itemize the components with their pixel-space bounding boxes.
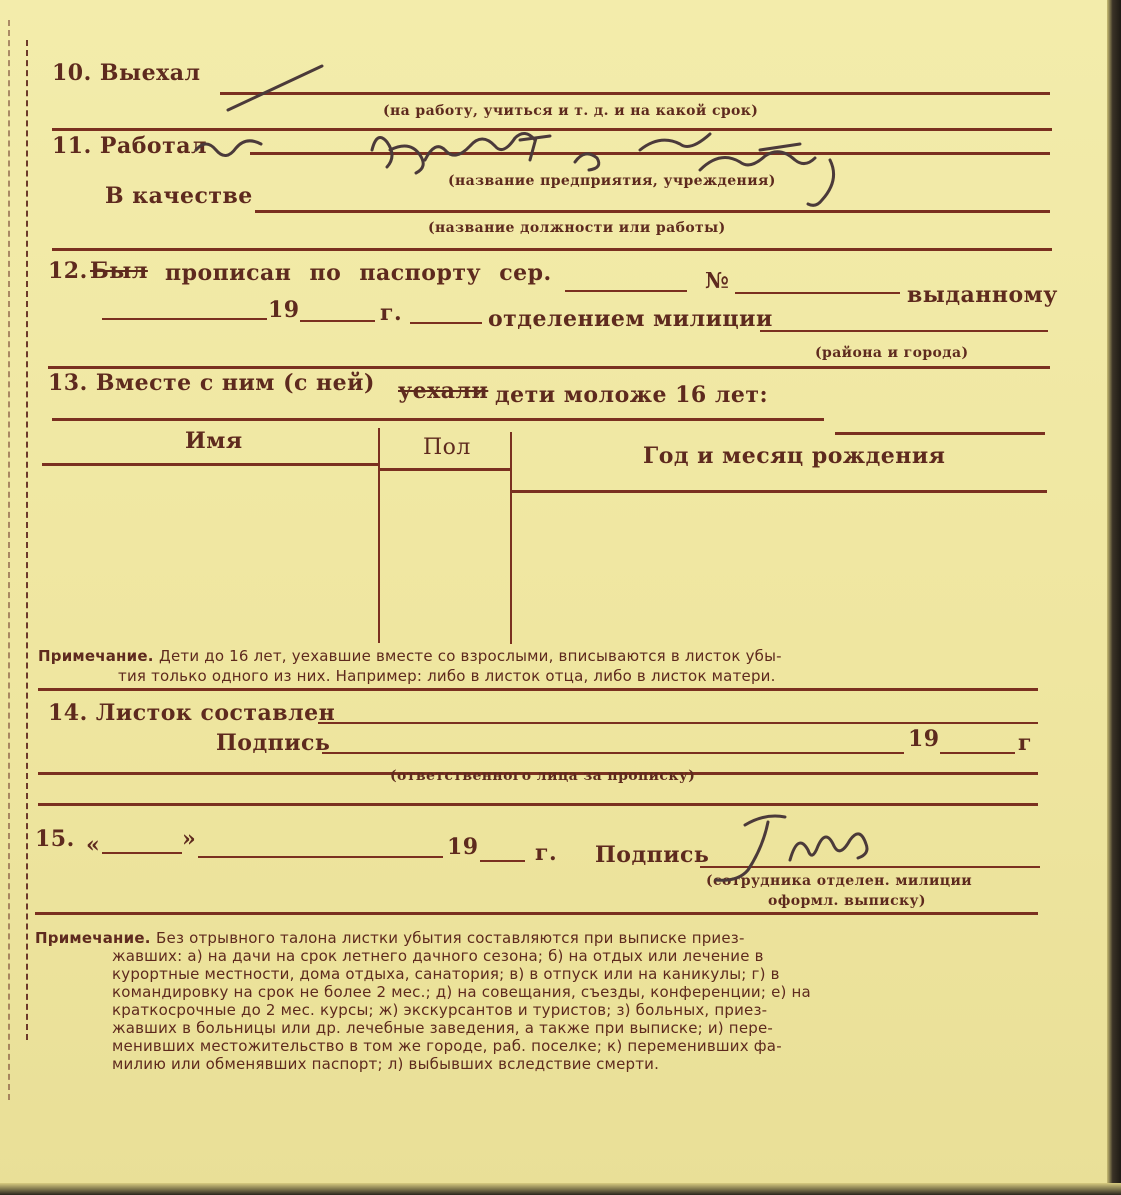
item15-sig: Подпись — [595, 842, 710, 868]
item12-num: 12. — [48, 258, 88, 284]
item14-sig: Подпись — [216, 730, 331, 756]
item14-g: г — [1018, 730, 1032, 756]
item14-caption: (ответственного лица за прописку) — [390, 768, 696, 784]
note1-line2: тия только одного из них. Например: либо в листок отца, либо в листок матери. — [118, 667, 776, 685]
photo-edge-bottom — [0, 1183, 1121, 1195]
item11-label: 11. Работал — [52, 133, 207, 159]
item12-caption: (района и города) — [815, 345, 969, 361]
item15-quote-close: » — [182, 826, 197, 852]
item15-caption2: оформл. выписку) — [768, 893, 926, 909]
note2-line5: краткосрочные до 2 мес. курсы; ж) экскурсантов и туристов; з) больных, приез- — [112, 1001, 768, 1019]
item15-label: 15. — [35, 826, 75, 852]
item12-no: № — [705, 268, 730, 294]
note1-title: Примечание. — [38, 647, 154, 665]
item12-g: г. — [380, 300, 403, 326]
note2-text1: Без отрывного талона листки убытия составляются при выписке приез- — [156, 929, 745, 947]
item13-suffix: дети моложе 16 лет: — [495, 382, 769, 408]
item10-label: 10. Выехал — [52, 60, 201, 86]
item12-text: прописан по паспорту сер. — [165, 260, 552, 286]
note2-line2: жавших: а) на дачи на срок летнего дачного сезона; б) на отдых или лечение в — [112, 947, 764, 965]
item11-caption2: (название должности или работы) — [428, 220, 726, 236]
item15-yr: 19 — [447, 834, 479, 860]
item12-was: Был — [90, 258, 148, 284]
item14-label: 14. Листок составлен — [48, 700, 336, 726]
item14-yr: 19 — [908, 726, 940, 752]
note2-line8: милию или обменявших паспорт; л) выбывших вследствие смерти. — [112, 1055, 660, 1073]
item12-yr: 19 — [268, 297, 300, 323]
photo-edge-right — [1107, 0, 1121, 1195]
note2-line7: менивших местожительство в том же городе, раб. поселке; к) переменивших фа- — [112, 1037, 782, 1055]
item11-caption1: (название предприятия, учреждения) — [448, 173, 776, 189]
item15-signature — [716, 816, 867, 880]
note2-line4: командировку на срок не более 2 мес.; д) на совещания, съезды, конференции; е) на — [112, 983, 811, 1001]
item13-prefix: 13. Вместе с ним (с ней) — [48, 370, 375, 396]
col-birth: Год и месяц рождения — [643, 443, 946, 469]
item13-struck: уехали — [398, 378, 489, 404]
item10-caption: (на работу, учиться и т. д. и на какой срок) — [383, 103, 759, 119]
col-sex: Пол — [423, 435, 471, 460]
item10-dash-mark — [228, 66, 322, 110]
note2-title: Примечание. — [35, 929, 151, 947]
item12-by: отделением милиции — [488, 306, 773, 332]
item15-caption1: (сотрудника отделен. милиции — [706, 873, 973, 889]
note1-text1: Дети до 16 лет, уехавшие вместе со взрослыми, вписываются в листок убы- — [159, 647, 782, 665]
item12-issued: выданному — [907, 282, 1058, 308]
col-name: Имя — [185, 428, 243, 454]
note2-line3: курортные местности, дома отдыха, санатория; в) в отпуск или на каникулы; г) в — [112, 965, 780, 983]
item15-g: г. — [535, 840, 558, 866]
item11-role-label: В качестве — [105, 183, 253, 209]
note2-line6: жавших в больницы или др. лечебные заведения, а также при выписке; и) пере- — [112, 1019, 774, 1037]
item15-quote-open: « — [86, 832, 101, 858]
item11-handwriting — [196, 133, 834, 205]
